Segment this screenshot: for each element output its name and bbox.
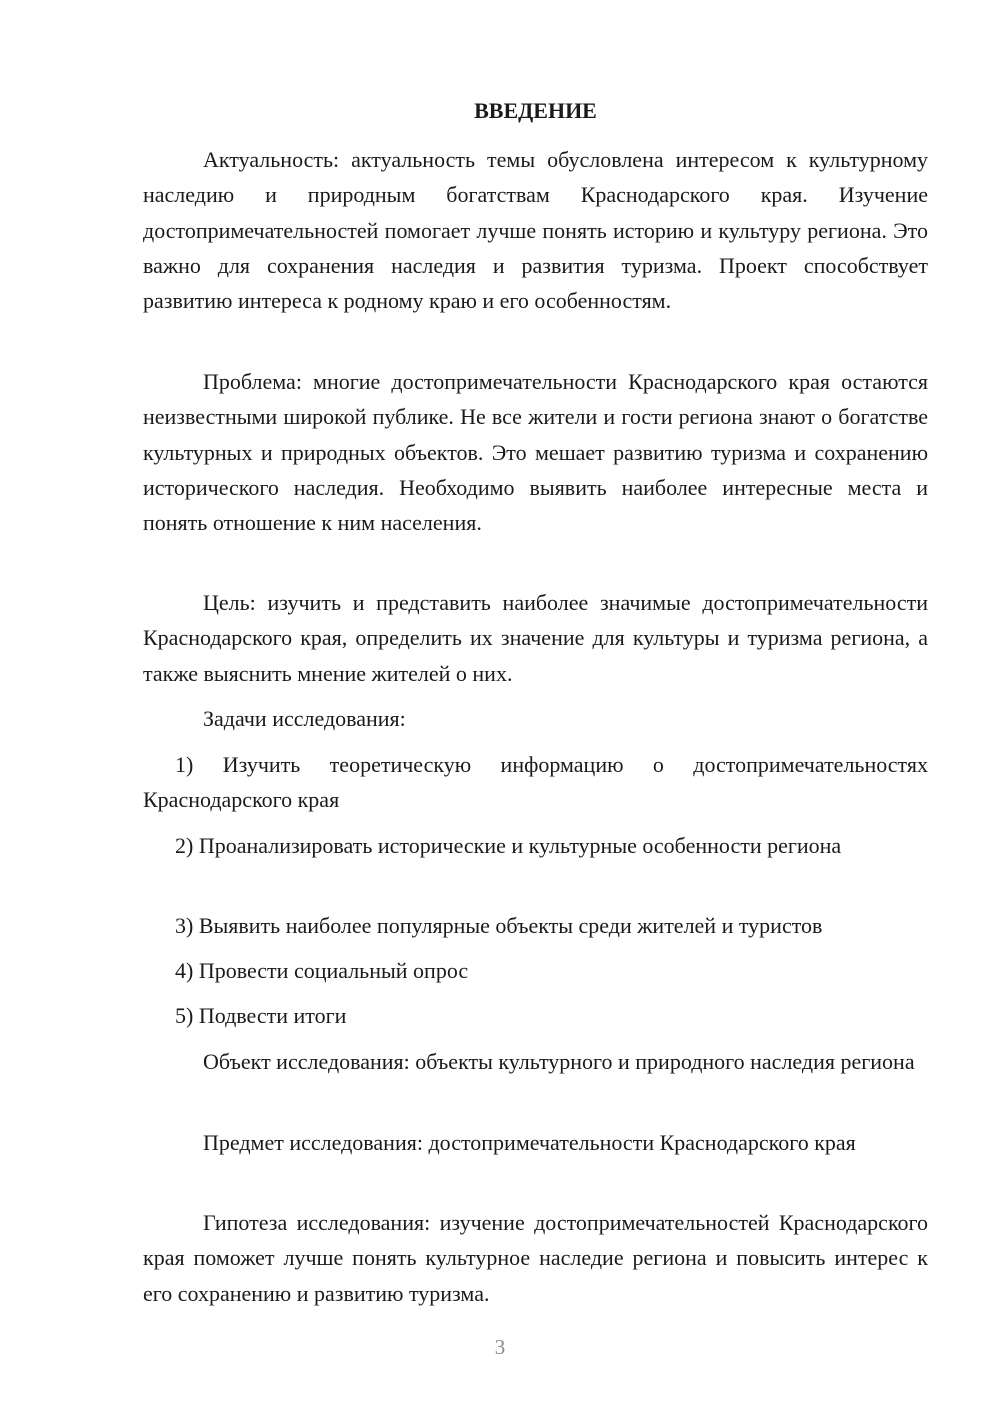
- task-item-3: 3) Выявить наиболее популярные объекты среди жителей и туристов: [175, 913, 823, 938]
- task-item-2: 2) Проанализировать исторические и культурные особенности региона: [175, 833, 842, 858]
- paragraph-object: Объект исследования: объекты культурного и природного наследия региона: [203, 1049, 915, 1074]
- paragraph-problem: Проблема: многие достопримечательности Краснодарского края остаются неизвестными широкой публике. Не все жители и гости региона знают о богатстве культурных и природных объектов. Это мешает развитию туризма и сохранению исторического наследия. Необходимо выявить наиболее интересные места и понять отношение к ним населения.: [143, 369, 928, 536]
- section-title: ВВЕДЕНИЕ: [474, 98, 597, 123]
- tasks-heading: Задачи исследования:: [203, 706, 406, 731]
- task-item-4: 4) Провести социальный опрос: [175, 958, 469, 983]
- paragraph-subject: Предмет исследования: достопримечательности Краснодарского края: [203, 1130, 856, 1155]
- task-item-5: 5) Подвести итоги: [175, 1003, 347, 1028]
- paragraph-relevance: Актуальность: актуальность темы обусловлена интересом к культурному наследию и природным богатствам Краснодарского края. Изучение достопримечательностей помогает лучше понять историю и культуру региона. Это важно для сохранения наследия и развития туризма. Проект способствует развитию интереса к родному краю и его особенностям.: [143, 147, 928, 314]
- task-item-1: 1) Изучить теоретическую информацию о достопримечательностях Краснодарского края: [143, 752, 928, 813]
- paragraph-goal: Цель: изучить и представить наиболее значимые достопримечательности Краснодарского края, определить их значение для культуры и туризма региона, а также выяснить мнение жителей о них.: [143, 590, 928, 686]
- page-number: 3: [494, 1335, 506, 1359]
- paragraph-hypothesis: Гипотеза исследования: изучение достопримечательностей Краснодарского края поможет лучше понять культурное наследие региона и повысить интерес к его сохранению и развитию туризма.: [143, 1210, 928, 1306]
